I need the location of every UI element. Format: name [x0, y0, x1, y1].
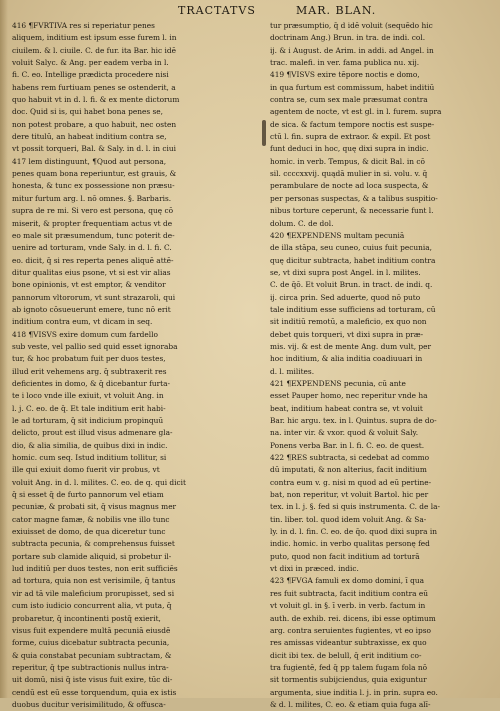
text-line: 419 ¶VISVS exire tēpore noctis e domo, [270, 70, 420, 80]
text-line: portare sub clamide aliquid, si probetur il- [12, 551, 172, 561]
text-line: sit inditiū remotū, a maleficio, ex quo non [270, 317, 427, 327]
binding-shadow [0, 0, 8, 698]
text-line: non potest probare, a quo habuit, nec osten [12, 119, 177, 129]
text-line: vt possit torqueri, Bal. & Saly. in d. l. in ciui [12, 144, 176, 154]
text-line: subtracta pecunia, & comprehensus fuisset [12, 539, 175, 549]
text-line: contra se, cum sex male præsumat contra [270, 95, 428, 105]
right-text-column [270, 20, 494, 711]
text-line: reperitur, q̄ tpe subtractionis nullus intra- [12, 662, 169, 672]
text-line: dū imputati, & non alterius, facit inditium [270, 465, 427, 475]
text-line: contra eum v. g. nisi m quod ad eū pertine- [270, 477, 432, 487]
text-line: cator magne famæ, & nobilis vne illo tunc [12, 514, 170, 524]
text-line: 416 ¶FVRTIVA res si reperiatur penes [12, 21, 155, 30]
text-line: Ponens verba Bar. in l. fi. C. eo. de quest. [270, 440, 425, 450]
text-line: miserit, & propter frequentiam actus vt de [12, 218, 173, 228]
text-line: perambulare de nocte ad loca suspecta, & [270, 181, 429, 191]
text-line: te i loco vnde ille exiuit, vt voluit Ang. in [12, 391, 164, 401]
text-line: ij. circa prin. Sed aduerte, quod nō puto [270, 292, 421, 302]
text-line: vt dixi in præced. indic. [270, 564, 359, 574]
text-line: homic. in verb. Tempus, & dicit Bal. in cō [270, 156, 425, 166]
text-line: Bar. hic argu. tex. in l. Quintus. supra de do- [270, 416, 437, 425]
text-line: sub veste, vel pallio sed quid esset ignoraba [12, 341, 178, 351]
text-line: d. l. milites. [270, 366, 315, 376]
text-line: tur præsumptio, q̄ d idē voluit (sequēdo hic [270, 21, 433, 30]
text-line: se, vt dixi supra post Angel. in l. milites. [270, 267, 421, 277]
text-line: ciuilem. & l. ciuile. C. de fur. ita Bar. hic idē [12, 45, 177, 55]
text-line: ad tortura, quia non est verisimile, q̄ tantus [12, 576, 176, 586]
text-line: dere titulū, an habeat inditium contra se, [12, 132, 167, 142]
text-line: duobus ducitur verisimilitudo, & offusca- [12, 699, 166, 709]
text-line: dio, & alia similia, de quibus dixi in indic. [12, 440, 168, 450]
text-line: ditur qualitas eius psone, vt si est vir alias [12, 267, 171, 277]
text-line: C. de q̄ō. Et voluit Brun. in tract. de indi. q. [270, 280, 433, 290]
text-line: indic. homic. in verbo qualitas personę fed [270, 539, 430, 549]
text-line: tale inditium esse sufficiens ad torturam, cū [270, 304, 436, 314]
text-line: dicit ibi tex. de belull, q̄ erit inditium co- [270, 650, 422, 660]
text-line: illud erit vehemens arg. q̄ subtraxerit res [12, 366, 167, 376]
text-line: 417 lem distinguunt, ¶Quod aut persona, [12, 156, 167, 166]
text-line: aliquem, inditium est ipsum esse furem l. in [12, 33, 177, 43]
text-line: mis. vij. & est de mente Ang. dum vult, per [270, 341, 432, 351]
margin-ink-mark [262, 120, 266, 146]
text-line: forme, cuius dicebatur subtracta pecunia, [12, 638, 170, 648]
text-line: na. inter vir. & vxor. quod & voluit Saly. [270, 428, 419, 438]
text-line: lud inditiū per duos testes, non erit sufficiēs [12, 564, 178, 574]
text-line: homic. cum seq. Istud inditium tollitur, si [12, 453, 167, 463]
text-line: ille qui exiuit domo fuerit vir probus, vt [12, 465, 160, 475]
text-line: ctū l. fin. supra de extraor. & expil. Et post [270, 132, 431, 142]
text-line: trac. malefi. in ver. fama publica nu. xij. [270, 58, 420, 68]
text-line: nibus torture ceperunt, & necessarie funt l. [270, 206, 434, 216]
text-line: voluit Salyc. & Ang. per eadem verba in l. [12, 58, 169, 68]
text-line: sil. ccccxxvij. quądā mulier in si. volu. v. q̄ [270, 169, 428, 179]
text-line: eo. dicit, q̄ si res reperta penes aliquē attē- [12, 255, 174, 265]
text-line: per personas suspectas, & a talibus suspitio- [270, 193, 438, 203]
text-line: puto, quod non facit inditium ad torturā [270, 551, 420, 561]
running-header [0, 4, 500, 20]
text-line: argumenta, siue inditia l. j. in prin. supra eo. [270, 687, 438, 697]
text-line: visus fuit expendere multā pecuniā eiusdē [12, 625, 171, 635]
text-line: ij. & i August. de Arim. in addi. ad Angel. in [270, 45, 434, 55]
text-line: voluit Ang. in d. l. milites. C. eo. de q. qui dicit [12, 477, 186, 487]
text-line: esset Pauper homo, nec reperitur vnde ha [270, 391, 428, 401]
text-line: & quia constabat pecuniam subtractam, & [12, 650, 172, 660]
text-line: exiuisset de domo, de qua diceretur tunc [12, 527, 166, 537]
text-line: penes quam bona reperiuntur, est grauis, & [12, 169, 177, 179]
text-line: doc. Quid si is, qui habet bona penes se, [12, 107, 164, 117]
text-line: quę dicitur subtracta, habet inditium contra [270, 255, 436, 265]
text-line: quo habuit vt in d. l. fi. & ex mente dictorum [12, 95, 180, 105]
text-line: res amissas videantur subtraxisse, ex quo [270, 638, 427, 648]
text-line: fi. C. eo. Intellige prædicta procedere nisi [12, 70, 169, 80]
text-line: pannorum vltororum, vt sunt strazaroli, qui [12, 292, 176, 302]
text-line: 421 ¶EXPENDENS pecunia, cū ante [270, 378, 406, 388]
text-line: deficientes in domo, & q̄ dicebantur furta- [12, 378, 170, 388]
text-line: supra de re mi. Si vero est persona, quę cō [12, 206, 174, 216]
text-line: l. j. C. eo. de q̄. Et tale inditium erit habi- [12, 403, 166, 413]
text-line: probaretur, q̄ incontinenti postq̄ exierit, [12, 613, 161, 623]
text-line: uenire ad torturam, vnde Saly. in d. l. fi. C. [12, 243, 172, 253]
text-line: 418 ¶VISVS exire domum cum fardello [12, 329, 158, 339]
header-title-left: TRACTATVS [178, 4, 256, 17]
text-line: auth. de exhib. rei. dicens, ibi esse optimum [270, 613, 436, 623]
text-line: in qua furtum est commissum, habet inditiū [270, 82, 435, 92]
text-line: uit domū, nisi q̄ iste visus fuit exire, tūc di- [12, 675, 173, 685]
text-line: bone opinionis, vt est emptor, & venditor [12, 280, 166, 290]
text-line: tin. liber. tol. quod idem voluit Ang. & Sa- [270, 514, 427, 524]
text-line: tex. in l. j. §. fed si quis instrumenta. C. de la- [270, 502, 441, 512]
text-line: mitur furtum arg. l. nō omnes. §. Barbaris. [12, 193, 172, 203]
text-line: res fuit subtracta, facit inditium contra eū [270, 588, 429, 598]
text-line: le ad torturam, q̄ sit indicium propinquū [12, 416, 164, 425]
text-line: ly. in d. l. fin. C. eo. de q̄o. quod dixi supra in [270, 527, 437, 537]
text-line: inditium contra eum, vt dicam in seq. [12, 317, 153, 327]
text-line: vt voluit gl. in §. ī verb. in verb. factum in [270, 601, 426, 611]
text-line: de illa stāpa, seu cuneo, cuius fuit pecunia, [270, 243, 432, 253]
text-line: & d. l. milites, C. eo. & etiam quia fuga alī- [270, 699, 431, 709]
text-line: de sica. & factum tempore noctis est suspe- [270, 119, 435, 129]
text-line: dolum. C. de dol. [270, 218, 334, 228]
text-line: honesta, & tunc ex possessione non præsu- [12, 181, 175, 191]
text-line: hoc inditium, & alia inditia coadiuuari in [270, 354, 423, 364]
text-line: arg. contra seruientes fugientes, vt eo ipso [270, 625, 431, 635]
text-line: cum isto iudicio concurrent alia, vt puta, q̄ [12, 601, 172, 611]
left-text-column [12, 20, 258, 711]
text-line: beat, inditium habeat contra se, vt voluit [270, 403, 423, 413]
text-line: eo male sit præsumendum, tunc poterit de- [12, 230, 175, 240]
text-line: doctrinam Ang.) Brun. in tra. de indi. col. [270, 33, 426, 43]
text-line: sit tormentis subijciendus, quia exiguntur [270, 675, 427, 685]
text-line: vir ad tā vile maleficium prorupisset, sed si [12, 588, 175, 598]
text-line: tur, & hoc probatum fuit per duos testes, [12, 354, 166, 364]
text-line: habens rem furtiuam penes se ostenderit, a [12, 82, 176, 92]
text-line: bat, non reperitur, vt voluit Bartol. hic per [270, 490, 429, 500]
text-line: delicto, prout est illud visus admenare gla- [12, 428, 173, 438]
text-line: q̄ si esset q̄ de furto pannorum vel etiam [12, 490, 164, 500]
text-line: 422 ¶RES subtracta, si cedebat ad commo [270, 453, 430, 463]
text-line: cendū est eū esse torquendum, quia ex istis [12, 687, 177, 697]
text-line: 423 ¶FVGA famuli ex domo domini, ī qua [270, 576, 425, 586]
text-line: agentem de nocte, vt est gl. in l. furem. supra [270, 107, 442, 117]
text-line: debet quis torqueri, vt dixi supra in præ- [270, 329, 424, 339]
text-line: ab ignoto cōsueuerunt emere, tunc nō erit [12, 304, 171, 314]
text-line: tra fugientē, fed q̄ pp talem fugam fola nō [270, 662, 428, 672]
text-line: 420 ¶EXPENDENS multam pecuniā [270, 230, 405, 240]
text-line: pecuniæ, & probati sit, q̄ visus magnus mer [12, 502, 177, 512]
text-line: funt deduci in hoc, quę dixi supra in indic. [270, 144, 429, 154]
header-title-right: MAR. BLAN. [296, 4, 377, 17]
